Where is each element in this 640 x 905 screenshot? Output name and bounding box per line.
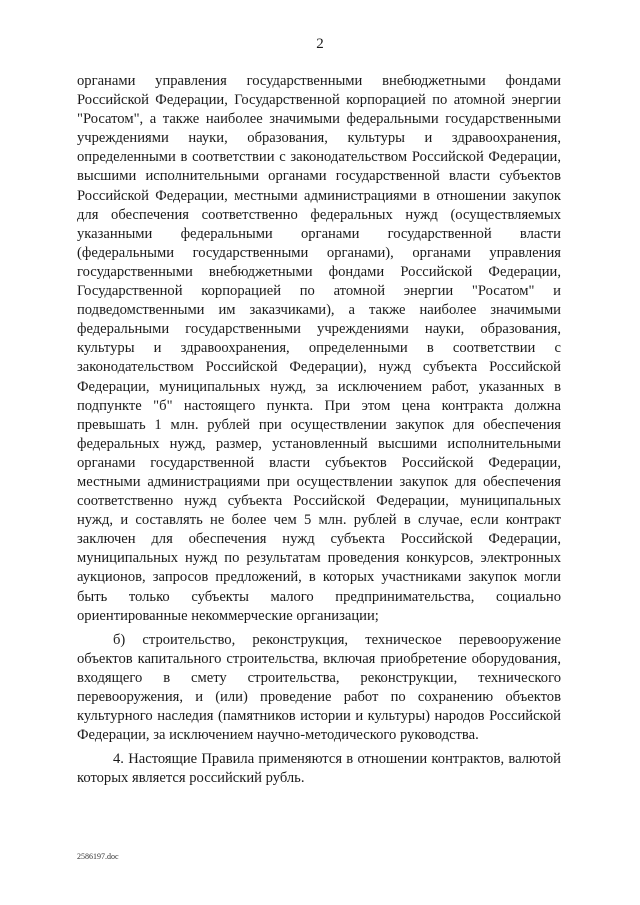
paragraph-subitem-b: б) строительство, реконструкция, техническое перевооружение объектов капитального строительства, включая приобретение оборудования, входящего в смету строительства, реконструкции, технического перевооружения, и (или) проведение работ по сохранению объектов культурного наследия (памятников истории и культуры) народов Российской Федерации, за исключением научно-методического руководства. [77, 631, 561, 744]
paragraph-continuation: органами управления государственными внебюджетными фондами Российской Федерации, Государственной корпорацией по атомной энергии "Росатом", а также наиболее значимыми федеральными государственными учреждениями науки, образования, культуры и здравоохранения, определенными в соответствии с законодательством Российской Федерации, высшими исполнительными органами государственной власти субъектов Российской Федерации, местными администрациями в отношении закупок для обеспечения соответственно федеральных нужд (осуществляемых указанными федеральными органами государственной власти (федеральными государственными органами), органами управления государственными внебюджетными фондами Российской Федерации, Государственной корпорацией по атомной энергии "Росатом" и подведомственными им заказчиками), а также наиболее значимыми федеральными государственными учреждениями науки, образования, культуры и здравоохранения, определенными в соответствии с законодательством Российской Федерации), нужд субъекта Российской Федерации, муниципальных нужд, за исключением работ, указанных в подпункте "б" настоящего пункта. При этом цена контракта должна превышать 1 млн. рублей при осуществлении закупок для обеспечения федеральных нужд, размер, установленный высшими исполнительными органами государственной власти субъектов Российской Федерации, местными администрациями при осуществлении закупок для обеспечения соответственно нужд субъекта Российской Федерации, муниципальных нужд, и составлять не более чем 5 млн. рублей в случае, если контракт заключен для обеспечения нужд субъекта Российской Федерации, муниципальных нужд по результатам проведения конкурсов, электронных аукционов, запросов предложений, в которых участниками закупок могли быть только субъекты малого предпринимательства, социально ориентированные некоммерческие организации; [77, 73, 561, 624]
paragraph-item-4: 4. Настоящие Правила применяются в отношении контрактов, валютой которых является российский рубль. [77, 751, 561, 787]
footer-file-code: 2586197.doc [77, 852, 119, 861]
document-body [77, 72, 561, 788]
page-number: 2 [316, 36, 324, 52]
